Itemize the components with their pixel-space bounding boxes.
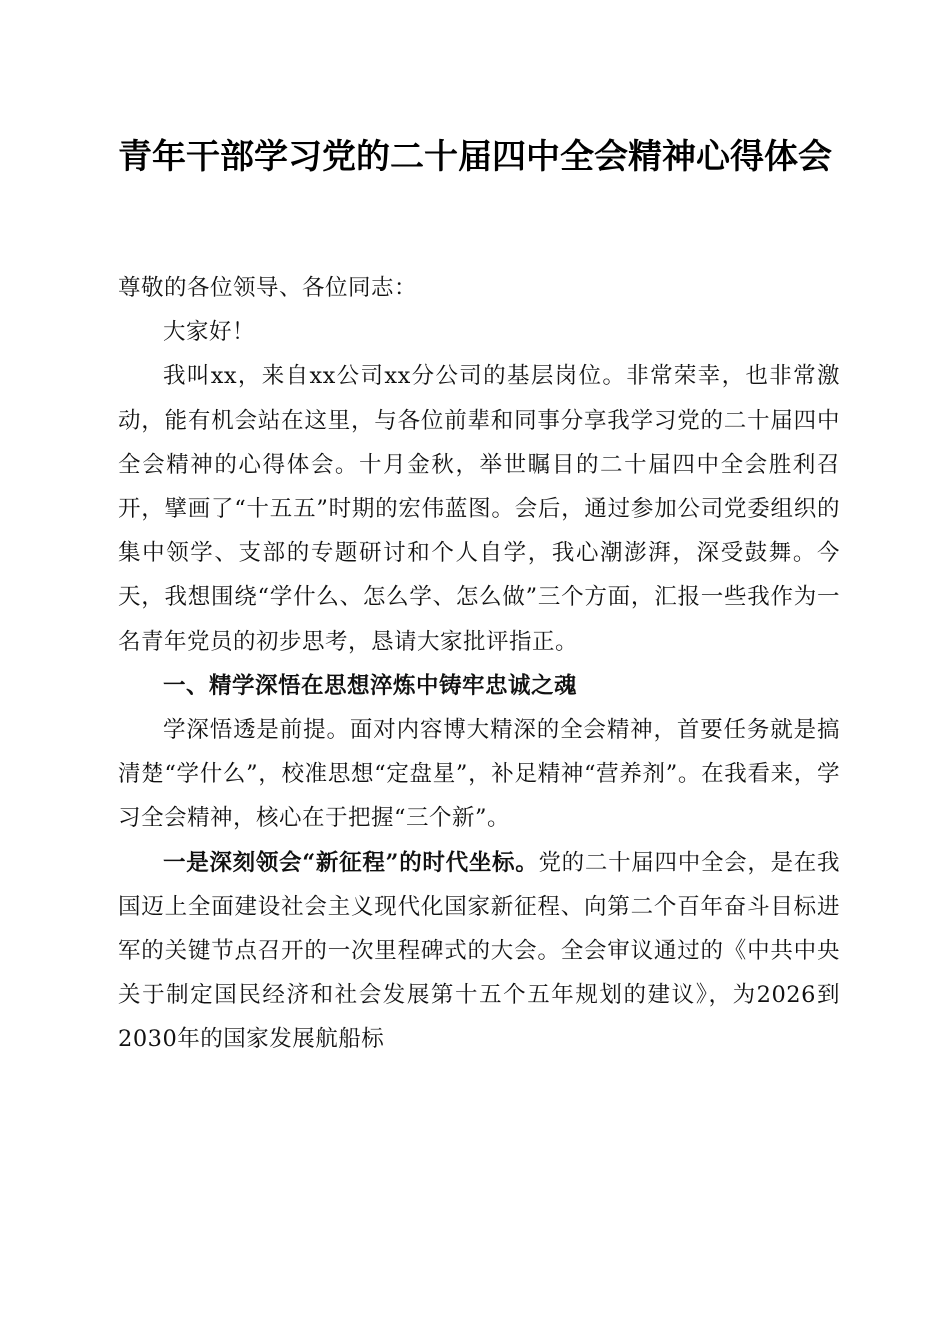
greeting: 大家好！ (163, 319, 256, 346)
point-1-text: 党的二十届四中全会，是在我国迈上全面建设社会主义现代化国家新征程、向第二个百年奋斗目标进军的关键节点召开的一次里程碑式的大会。全会审议通过的《中共中央关于制定国民经济和社会发展第十五个五年规划的建议》，为2026到2030年的国家发展航船标 (118, 849, 840, 1053)
document-body (118, 266, 840, 1062)
section-1-paragraph: 学深悟透是前提。面对内容博大精深的全会精神，首要任务就是搞清楚“学什么”，校准思想“定盘星”，补足精神“营养剂”。在我看来，学习全会精神，核心在于把握“三个新”。 (118, 717, 840, 832)
document-title: 青年干部学习党的二十届四中全会精神心得体会 (118, 137, 832, 177)
point-1-lead: 一是深刻领会“新征程”的时代坐标。 (163, 849, 539, 876)
intro-paragraph: 我叫xx，来自xx公司xx分公司的基层岗位。非常荣幸，也非常激动，能有机会站在这里，与各位前辈和同事分享我学习党的二十届四中全会精神的心得体会。十月金秋，举世瞩目的二十届四中全会胜利召开，擘画了“十五五”时期的宏伟蓝图。会后，通过参加公司党委组织的集中领学、支部的专题研讨和个人自学，我心潮澎湃，深受鼓舞。今天，我想围绕“学什么、怎么学、怎么做”三个方面，汇报一些我作为一名青年党员的初步思考，恳请大家批评指正。 (118, 363, 840, 655)
section-heading-1: 一、精学深悟在思想淬炼中铸牢忠诚之魂 (163, 672, 578, 699)
salutation: 尊敬的各位领导、各位同志： (118, 275, 418, 301)
point-1-paragraph (118, 841, 840, 1062)
